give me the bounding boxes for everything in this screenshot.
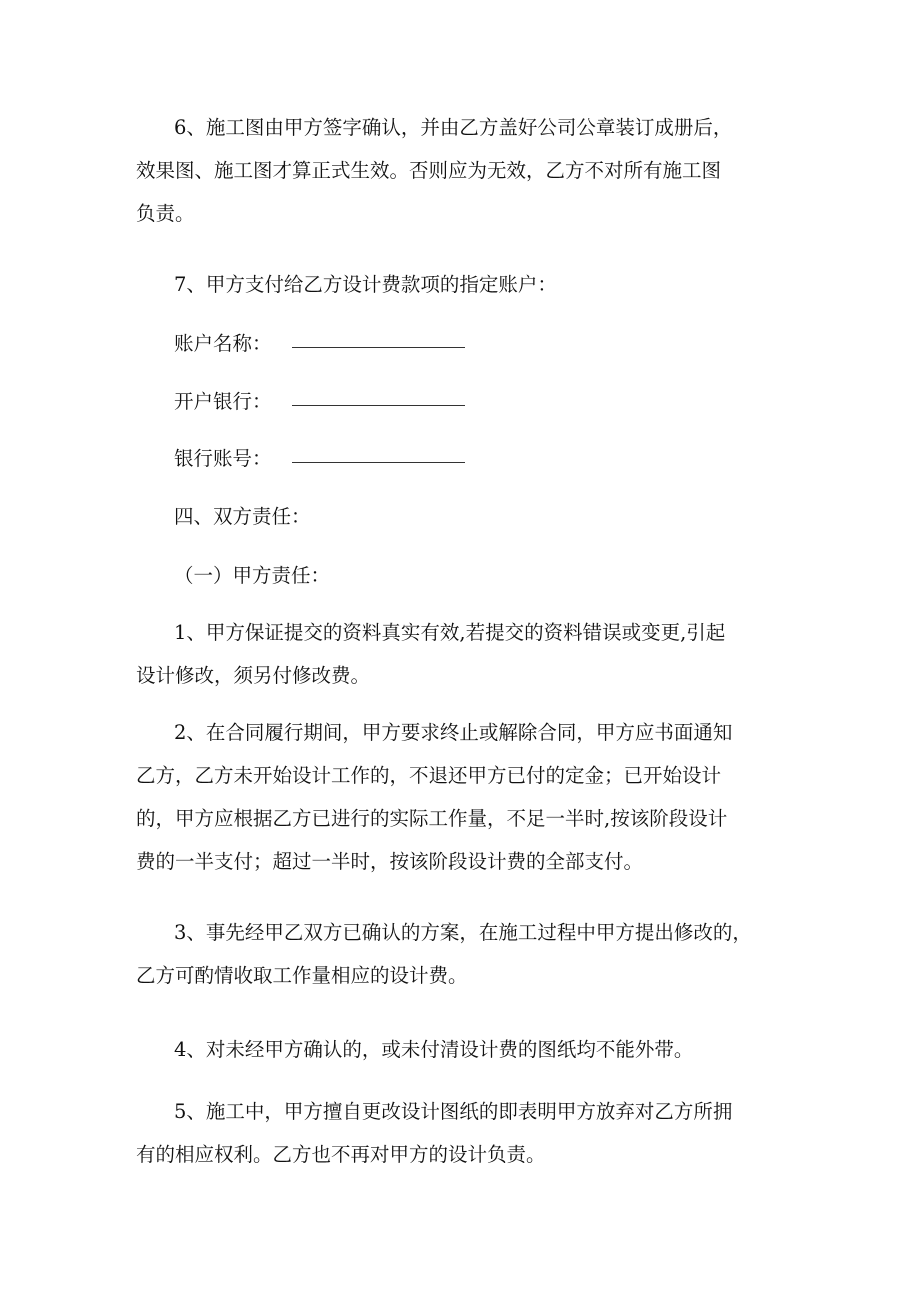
item-4-paragraph [136, 1035, 796, 1065]
account-name-row [174, 329, 465, 359]
clause-7-paragraph [136, 270, 796, 300]
item-5-line-2: 有的相应权利。乙方也不再对甲方的设计负责。 [136, 1143, 546, 1166]
opening-bank-row [174, 387, 465, 417]
bank-account-row [174, 444, 465, 474]
item-2-paragraph [136, 718, 796, 877]
clause-6-paragraph [136, 113, 796, 229]
clause-7-text: 7、甲方支付给乙方设计费款项的指定账户： [174, 273, 557, 296]
subsection-1-title: （一）甲方责任： [174, 564, 331, 587]
opening-bank-blank [292, 387, 465, 406]
section-4-title: 四、双方责任： [174, 505, 311, 528]
subsection-1-heading [136, 561, 796, 591]
account-name-label: 账户名称： [174, 332, 272, 355]
opening-bank-label: 开户银行： [174, 390, 272, 413]
item-2-line-4: 费的一半支付；超过一半时，按该阶段设计费的全部支付。 [136, 850, 644, 873]
account-name-blank [292, 329, 465, 348]
section-4-heading [136, 502, 796, 532]
bank-account-label: 银行账号： [174, 447, 272, 470]
item-5-line-1: 5、施工中，甲方擅自更改设计图纸的即表明甲方放弃对乙方所拥 [174, 1100, 733, 1123]
clause-6-line-2: 效果图、施工图才算正式生效。否则应为无效，乙方不对所有施工图 [136, 159, 722, 182]
clause-6-line-3: 负责。 [136, 202, 195, 225]
item-3-line-2: 乙方可酌情收取工作量相应的设计费。 [136, 964, 468, 987]
item-1-paragraph [136, 618, 796, 691]
item-2-line-3: 的，甲方应根据乙方已进行的实际工作量，不足一半时,按该阶段设计 [136, 807, 728, 830]
item-5-paragraph [136, 1097, 796, 1170]
clause-6-line-1: 6、施工图由甲方签字确认，并由乙方盖好公司公章装订成册后， [174, 116, 733, 139]
item-2-line-2: 乙方，乙方未开始设计工作的，不退还甲方已付的定金；已开始设计 [136, 764, 722, 787]
item-1-line-2: 设计修改，须另付修改费。 [136, 664, 371, 687]
item-1-line-1: 1、甲方保证提交的资料真实有效,若提交的资料错误或变更,引起 [174, 621, 726, 644]
item-3-paragraph [136, 918, 796, 991]
item-3-line-1: 3、事先经甲乙双方已确认的方案，在施工过程中甲方提出修改的， [174, 921, 752, 944]
bank-account-blank [292, 444, 465, 463]
item-4-line-1: 4、对未经甲方确认的，或未付清设计费的图纸均不能外带。 [174, 1038, 694, 1061]
item-2-line-1: 2、在合同履行期间，甲方要求终止或解除合同，甲方应书面通知 [174, 721, 733, 744]
